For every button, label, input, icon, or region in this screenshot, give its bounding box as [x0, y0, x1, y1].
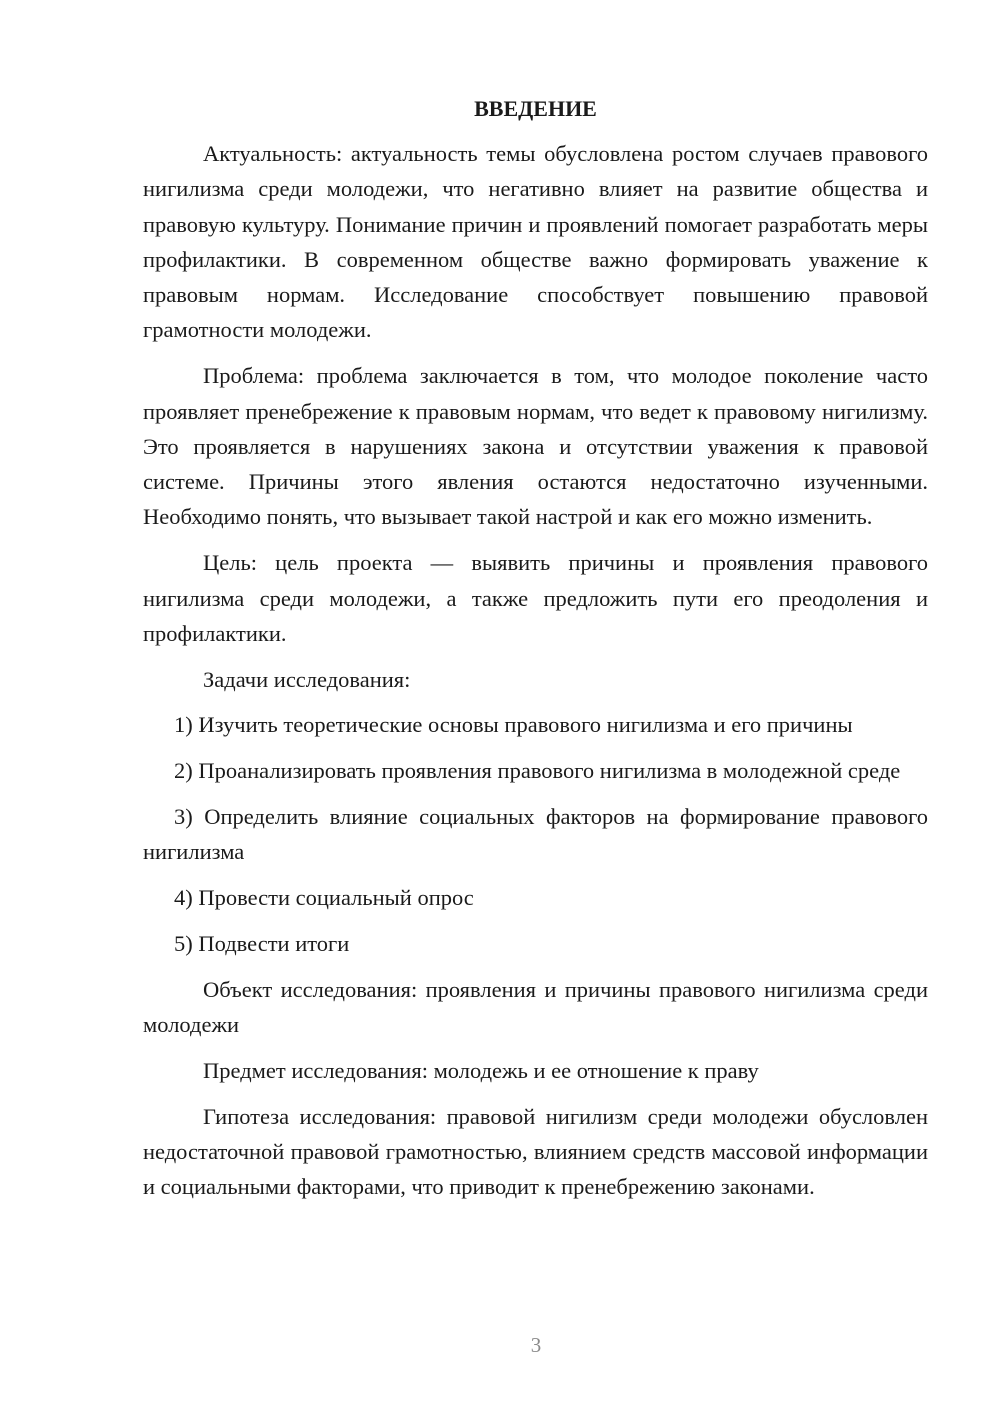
- task-item-3: 3) Определить влияние социальных факторов на формирование правового нигилизма: [143, 804, 928, 865]
- paragraph-problem: Проблема: проблема заключается в том, что молодое поколение часто проявляет пренебрежение к правовым нормам, что ведет к правовому нигилизму. Это проявляется в нарушениях закона и отсутствии уважения к правовой системе. Причины этого явления остаются недостаточно изученными. Необходимо понять, что вызывает такой настрой и как его можно изменить.: [143, 363, 928, 530]
- paragraph-hypothesis: Гипотеза исследования: правовой нигилизм среди молодежи обусловлен недостаточной правовой грамотностью, влиянием средств массовой информации и социальными факторами, что приводит к пренебрежению законами.: [143, 1103, 928, 1200]
- document-page: [143, 92, 928, 1215]
- paragraph-subject: Предмет исследования: молодежь и ее отношение к праву: [203, 1057, 759, 1083]
- task-item-4: 4) Провести социальный опрос: [174, 885, 474, 911]
- paragraph-goal: Цель: цель проекта — выявить причины и проявления правового нигилизма среди молодежи, а также предложить пути его преодоления и профилактики.: [143, 550, 928, 646]
- page-title: ВВЕДЕНИЕ: [474, 96, 597, 121]
- paragraph-object: Объект исследования: проявления и причины правового нигилизма среди молодежи: [143, 976, 928, 1038]
- task-item-2: 2) Проанализировать проявления правового нигилизма в молодежной среде: [174, 758, 901, 784]
- paragraph-relevance: Актуальность: актуальность темы обусловлена ростом случаев правового нигилизма среди молодежи, что негативно влияет на развитие общества и правовую культуру. Понимание причин и проявлений помогает разработать меры профилактики. В современном обществе важно формировать уважение к правовым нормам. Исследование способствует повышению правовой грамотности молодежи.: [143, 141, 928, 343]
- page-number: 3: [530, 1333, 542, 1357]
- task-item-5: 5) Подвести итоги: [174, 930, 350, 956]
- task-item-1: 1) Изучить теоретические основы правового нигилизма и его причины: [174, 712, 853, 738]
- tasks-heading: Задачи исследования:: [203, 666, 411, 692]
